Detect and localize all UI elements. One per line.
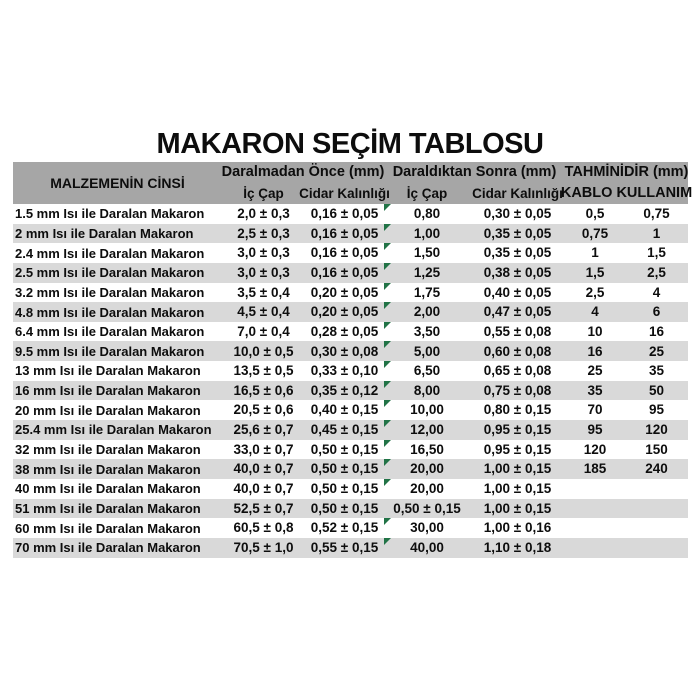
cell-material: 51 mm Isı ile Daralan Makaron xyxy=(15,500,201,516)
cell-wall-thickness-before: 0,52 ± 0,15 xyxy=(310,520,379,536)
cell-inner-diameter-before: 16,5 ± 0,6 xyxy=(233,382,294,398)
cell-material: 2.4 mm Isı ile Daralan Makaron xyxy=(15,245,205,261)
cell-wall-thickness-after: 1,00 ± 0,16 xyxy=(483,520,552,536)
cell-cable-usage-min: 35 xyxy=(587,382,603,398)
header-cable-usage: KABLO KULLANIM xyxy=(560,185,693,202)
cell-wall-thickness-before: 0,45 ± 0,15 xyxy=(310,422,379,438)
cell-error-marker-icon xyxy=(384,400,391,407)
cell-cable-usage-max xyxy=(625,499,688,519)
cell-wall-thickness-before: 0,16 ± 0,05 xyxy=(310,264,379,280)
cell-material: 2 mm Isı ile Daralan Makaron xyxy=(15,225,194,241)
cell-inner-diameter-before: 25,6 ± 0,7 xyxy=(233,422,294,438)
cell-inner-diameter-before: 4,5 ± 0,4 xyxy=(237,304,290,320)
header-inner-diameter-before: İç Çap xyxy=(243,185,284,201)
cell-cable-usage-max: 35 xyxy=(648,363,665,379)
cell-error-marker-icon xyxy=(384,420,391,427)
cell-wall-thickness-before: 0,50 ± 0,15 xyxy=(310,481,379,497)
cell-material: 4.8 mm Isı ile Daralan Makaron xyxy=(15,304,205,320)
cell-material: 32 mm Isı ile Daralan Makaron xyxy=(15,442,201,457)
cell-inner-diameter-after xyxy=(384,538,470,558)
cell-wall-thickness-after: 0,95 ± 0,15 xyxy=(483,422,552,438)
table-header xyxy=(13,162,693,204)
cell-cable-usage-min xyxy=(565,479,625,499)
cell-inner-diameter-after-value: 2,00 xyxy=(413,304,441,320)
cell-cable-usage-max: 16 xyxy=(648,323,665,339)
cell-inner-diameter-after-value: 5,00 xyxy=(413,343,441,359)
cell-error-marker-icon xyxy=(384,361,391,368)
cell-inner-diameter-before: 40,0 ± 0,7 xyxy=(233,461,294,477)
header-group-before-shrink: Daralmadan Önce (mm) xyxy=(221,164,385,181)
cell-inner-diameter-before: 52,5 ± 0,7 xyxy=(233,500,294,516)
cell-error-marker-icon xyxy=(384,459,391,466)
cell-material: 13 mm Isı ile Daralan Makaron xyxy=(15,363,201,379)
cell-cable-usage-min: 2,5 xyxy=(585,284,605,300)
cell-inner-diameter-after-value: 1,75 xyxy=(413,284,441,300)
cell-wall-thickness-before: 0,16 ± 0,05 xyxy=(310,225,379,241)
cell-wall-thickness-after: 0,95 ± 0,15 xyxy=(483,441,552,457)
cell-material: 38 mm Isı ile Daralan Makaron xyxy=(15,461,201,477)
cell-cable-usage-max: 4 xyxy=(652,284,661,300)
cell-material: 60 mm Isı ile Daralan Makaron xyxy=(15,520,201,536)
cell-inner-diameter-after xyxy=(384,263,470,283)
cell-wall-thickness-before: 0,33 ± 0,10 xyxy=(310,363,379,379)
cell-inner-diameter-after xyxy=(384,361,470,381)
cell-cable-usage-min: 1 xyxy=(591,245,599,261)
cell-inner-diameter-after xyxy=(384,381,470,401)
cell-inner-diameter-after-value: 0,80 xyxy=(413,206,441,222)
cell-wall-thickness-after: 0,60 ± 0,08 xyxy=(483,343,552,359)
cell-inner-diameter-before: 33,0 ± 0,7 xyxy=(233,441,294,457)
cell-inner-diameter-after-value: 30,00 xyxy=(410,520,444,536)
cell-inner-diameter-after xyxy=(384,224,470,244)
cell-error-marker-icon xyxy=(384,263,391,270)
cell-cable-usage-max: 50 xyxy=(648,382,665,398)
cell-wall-thickness-after: 1,10 ± 0,18 xyxy=(483,539,552,555)
cell-inner-diameter-before: 20,5 ± 0,6 xyxy=(233,402,294,418)
table-row xyxy=(13,361,688,381)
cell-cable-usage-min: 0,5 xyxy=(585,206,605,222)
cell-inner-diameter-after-value: 1,00 xyxy=(413,225,441,241)
table-row xyxy=(13,243,688,263)
cell-wall-thickness-before: 0,30 ± 0,08 xyxy=(310,343,379,359)
cell-error-marker-icon xyxy=(384,322,391,329)
table-row xyxy=(13,341,688,361)
cell-cable-usage-max: 150 xyxy=(645,441,668,457)
cell-wall-thickness-after: 0,55 ± 0,08 xyxy=(483,323,552,339)
cell-cable-usage-max xyxy=(625,538,688,558)
cell-inner-diameter-before: 7,0 ± 0,4 xyxy=(237,323,290,339)
table-row xyxy=(13,283,688,303)
cell-error-marker-icon xyxy=(384,341,391,348)
header-group-after-shrink: Daraldıktan Sonra (mm) xyxy=(392,164,557,181)
cell-wall-thickness-before: 0,50 ± 0,15 xyxy=(310,500,379,516)
table-row xyxy=(13,381,688,401)
cell-material: 70 mm Isı ile Daralan Makaron xyxy=(15,540,201,556)
cell-inner-diameter-after xyxy=(384,341,470,361)
cell-material: 25.4 mm Isı ile Daralan Makaron xyxy=(15,422,212,438)
cell-inner-diameter-before: 13,5 ± 0,5 xyxy=(233,363,294,379)
cell-wall-thickness-after: 0,47 ± 0,05 xyxy=(483,304,552,320)
cell-wall-thickness-after: 0,80 ± 0,15 xyxy=(483,402,552,418)
cell-cable-usage-min: 16 xyxy=(587,343,603,359)
cell-error-marker-icon xyxy=(384,440,391,447)
cell-cable-usage-min: 95 xyxy=(587,422,603,438)
cell-inner-diameter-after-value: 3,50 xyxy=(413,323,441,339)
cell-error-marker-icon xyxy=(384,381,391,388)
cell-wall-thickness-after: 0,65 ± 0,08 xyxy=(483,363,552,379)
header-estimate-title: TAHMİNİDİR (mm) xyxy=(564,164,689,181)
cell-inner-diameter-after-value: 0,50 ± 0,15 xyxy=(393,500,461,516)
cell-wall-thickness-before: 0,28 ± 0,05 xyxy=(310,323,379,339)
cell-inner-diameter-after xyxy=(384,322,470,342)
cell-wall-thickness-before: 0,50 ± 0,15 xyxy=(310,461,379,477)
cell-wall-thickness-after: 0,38 ± 0,05 xyxy=(483,264,552,280)
cell-cable-usage-max: 1 xyxy=(652,225,661,241)
cell-wall-thickness-after: 0,30 ± 0,05 xyxy=(483,206,552,222)
header-wall-thickness-before: Cidar Kalınlığı xyxy=(299,185,390,201)
cell-cable-usage-min xyxy=(565,518,625,538)
cell-cable-usage-min: 120 xyxy=(583,441,607,457)
cell-inner-diameter-after-value: 20,00 xyxy=(410,461,444,477)
table-row xyxy=(13,479,688,499)
cell-wall-thickness-before: 0,40 ± 0,15 xyxy=(310,402,379,418)
cell-inner-diameter-before: 2,0 ± 0,3 xyxy=(237,206,290,222)
cell-cable-usage-max: 2,5 xyxy=(647,264,666,280)
cell-error-marker-icon xyxy=(384,243,391,250)
cell-cable-usage-max xyxy=(625,479,688,499)
cell-cable-usage-max: 25 xyxy=(648,343,665,359)
cell-inner-diameter-after xyxy=(384,400,470,420)
cell-wall-thickness-after: 1,00 ± 0,15 xyxy=(483,500,552,516)
cell-wall-thickness-before: 0,35 ± 0,12 xyxy=(310,382,379,398)
cell-wall-thickness-after: 1,00 ± 0,15 xyxy=(483,481,552,497)
cell-inner-diameter-before: 40,0 ± 0,7 xyxy=(233,481,294,497)
table-row xyxy=(13,302,688,322)
cell-inner-diameter-after xyxy=(384,283,470,303)
cell-material: 1.5 mm Isı ile Daralan Makaron xyxy=(15,206,205,222)
cell-cable-usage-max: 6 xyxy=(652,304,661,320)
table-row xyxy=(13,400,688,420)
cell-cable-usage-min: 70 xyxy=(587,402,603,418)
cell-error-marker-icon xyxy=(384,479,391,486)
cell-cable-usage-min: 10 xyxy=(587,323,603,339)
cell-material: 40 mm Isı ile Daralan Makaron xyxy=(15,481,201,497)
table-row xyxy=(13,518,688,538)
cell-inner-diameter-before: 3,0 ± 0,3 xyxy=(237,264,290,280)
cell-wall-thickness-after: 0,35 ± 0,05 xyxy=(483,245,552,261)
cell-inner-diameter-after xyxy=(384,302,470,322)
cell-cable-usage-max: 1,5 xyxy=(647,245,666,261)
cell-inner-diameter-before: 70,5 ± 1,0 xyxy=(233,539,294,555)
header-inner-diameter-after: İç Çap xyxy=(406,185,448,201)
table-row xyxy=(13,263,688,283)
cell-inner-diameter-after xyxy=(384,440,470,460)
cell-cable-usage-min: 1,5 xyxy=(585,264,605,280)
table-row xyxy=(13,224,688,244)
cell-wall-thickness-after: 0,40 ± 0,05 xyxy=(483,284,552,300)
cell-cable-usage-min xyxy=(565,499,625,519)
cell-wall-thickness-before: 0,55 ± 0,15 xyxy=(310,539,379,555)
cell-cable-usage-max: 240 xyxy=(645,461,668,477)
cell-cable-usage-max: 95 xyxy=(648,402,665,418)
page-title: MAKARON SEÇİM TABLOSU xyxy=(156,128,544,160)
cell-cable-usage-min xyxy=(565,538,625,558)
table-row xyxy=(13,204,688,224)
cell-inner-diameter-after-value: 16,50 xyxy=(410,441,444,457)
cell-cable-usage-max: 120 xyxy=(645,422,668,438)
cell-cable-usage-min: 4 xyxy=(591,304,599,320)
cell-inner-diameter-after xyxy=(384,479,470,499)
cell-error-marker-icon xyxy=(384,302,391,309)
table-row xyxy=(13,420,688,440)
cell-material: 2.5 mm Isı ile Daralan Makaron xyxy=(15,265,205,281)
cell-inner-diameter-after-value: 6,50 xyxy=(413,363,441,379)
cell-inner-diameter-before: 3,5 ± 0,4 xyxy=(237,284,290,300)
cell-inner-diameter-before: 3,0 ± 0,3 xyxy=(237,245,290,261)
cell-inner-diameter-after xyxy=(384,459,470,479)
cell-inner-diameter-before: 10,0 ± 0,5 xyxy=(233,343,294,359)
cell-inner-diameter-before: 60,5 ± 0,8 xyxy=(233,520,294,536)
cell-cable-usage-min: 185 xyxy=(583,461,607,477)
table-body xyxy=(13,204,688,558)
cell-error-marker-icon xyxy=(384,538,391,545)
cell-inner-diameter-after-value: 1,25 xyxy=(413,264,441,280)
header-wall-thickness-after: Cidar Kalınlığı xyxy=(472,185,563,201)
cell-error-marker-icon xyxy=(384,518,391,525)
cell-inner-diameter-after-value: 40,00 xyxy=(410,539,444,555)
cell-inner-diameter-after-value: 10,00 xyxy=(410,402,444,418)
cell-cable-usage-max: 0,75 xyxy=(643,206,670,222)
cell-inner-diameter-after xyxy=(384,420,470,440)
cell-wall-thickness-before: 0,20 ± 0,05 xyxy=(310,304,379,320)
table-row xyxy=(13,440,688,460)
cell-wall-thickness-before: 0,20 ± 0,05 xyxy=(310,284,379,300)
cell-inner-diameter-after-value: 8,00 xyxy=(413,382,441,398)
header-material: MALZEMENİN CİNSİ xyxy=(50,175,185,191)
cell-cable-usage-min: 25 xyxy=(587,363,603,379)
cell-inner-diameter-after xyxy=(384,243,470,263)
table-row xyxy=(13,459,688,479)
cell-inner-diameter-after xyxy=(384,518,470,538)
cell-cable-usage-max xyxy=(625,518,688,538)
cell-wall-thickness-before: 0,16 ± 0,05 xyxy=(310,206,379,222)
cell-wall-thickness-before: 0,16 ± 0,05 xyxy=(310,245,379,261)
cell-material: 9.5 mm Isı ile Daralan Makaron xyxy=(15,343,205,359)
cell-wall-thickness-after: 1,00 ± 0,15 xyxy=(483,461,552,477)
cell-material: 20 mm Isı ile Daralan Makaron xyxy=(15,402,201,418)
cell-error-marker-icon xyxy=(384,283,391,290)
cell-error-marker-icon xyxy=(384,204,391,211)
cell-material: 6.4 mm Isı ile Daralan Makaron xyxy=(15,324,205,340)
table-row xyxy=(13,322,688,342)
table-row xyxy=(13,538,688,558)
cell-wall-thickness-after: 0,75 ± 0,08 xyxy=(483,382,552,398)
cell-inner-diameter-after xyxy=(384,499,470,519)
cell-inner-diameter-after xyxy=(384,204,470,224)
cell-cable-usage-min: 0,75 xyxy=(581,225,609,241)
cell-wall-thickness-before: 0,50 ± 0,15 xyxy=(310,441,379,457)
cell-wall-thickness-after: 0,35 ± 0,05 xyxy=(483,225,552,241)
cell-inner-diameter-after-value: 1,50 xyxy=(413,245,441,261)
cell-material: 3.2 mm Isı ile Daralan Makaron xyxy=(15,284,205,300)
cell-inner-diameter-before: 2,5 ± 0,3 xyxy=(237,225,290,241)
selection-table xyxy=(13,162,693,558)
table-row xyxy=(13,499,688,519)
cell-material: 16 mm Isı ile Daralan Makaron xyxy=(15,383,201,399)
cell-error-marker-icon xyxy=(384,224,391,231)
cell-inner-diameter-after-value: 20,00 xyxy=(410,481,444,497)
cell-inner-diameter-after-value: 12,00 xyxy=(410,422,444,438)
